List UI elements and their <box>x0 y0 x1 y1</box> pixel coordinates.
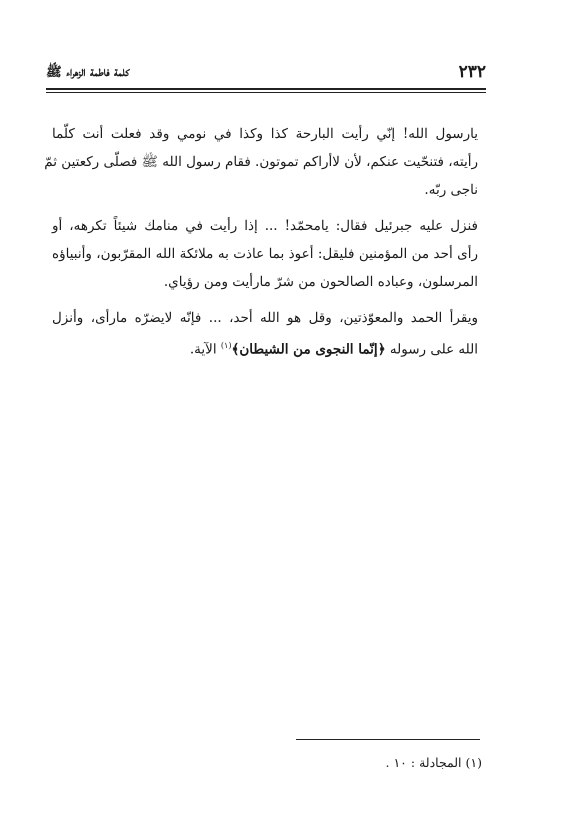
paragraph-1-line-1: يارسول الله! إنّي رأيت البارحة كذا وكذا في نومي وقد فعلت أنت كلّما <box>52 126 478 142</box>
paragraph-3-line-1: ويقرأ الحمد والمعوّذتين، وقل هو الله أحد، ... فإنّه لايضرّه مارأى، وأنزل <box>52 310 478 326</box>
paragraph-2-line-2: رأى أحد من المؤمنين فليقل: أعوذ بما عاذت به ملائكة الله المقرّبون، وأنبياؤه <box>52 246 478 262</box>
paragraph-1-line-2: رأيته، فتنحّيت عنكم، لأن لاأراكم تموتون. فقام رسول الله ﷺ فصلّى ركعتين ثمّ <box>44 154 478 170</box>
quran-verse: ﴿إنّما النجوى من الشيطان﴾ <box>231 341 386 358</box>
page-number: ٢٣٢ <box>458 62 486 82</box>
page-header <box>46 60 486 90</box>
paragraph-3 <box>52 304 478 364</box>
body-text <box>44 120 478 372</box>
paragraph-1-line-3: ناجى ربّه. <box>424 182 478 198</box>
paragraph-2-line-1: فنزل عليه جبرئيل فقال: يامحمّد! ... إذا رأيت في منامك شيئاً تكرهه، أو <box>52 218 478 234</box>
paragraph-3-line-2-start: الله على رسوله <box>385 341 478 358</box>
footnote: (١) المجادلة : ١٠ . <box>385 755 482 770</box>
paragraph-3-line-2-end: الآية. <box>189 341 221 358</box>
footnote-rule <box>296 739 480 740</box>
header-rule <box>46 88 486 90</box>
header-rule-thin <box>46 92 486 93</box>
running-title: كلمة فاطمة الزهراء ﷺ <box>46 65 130 80</box>
paragraph-2-line-3: المرسلون، وعباده الصالحون من شرّ مارأيت ومن رؤياي. <box>163 274 478 290</box>
paragraph-2 <box>52 212 478 296</box>
paragraph-1 <box>44 120 478 204</box>
footnote-reference: (١) <box>220 341 232 350</box>
paragraph-3-line-2 <box>52 332 478 364</box>
